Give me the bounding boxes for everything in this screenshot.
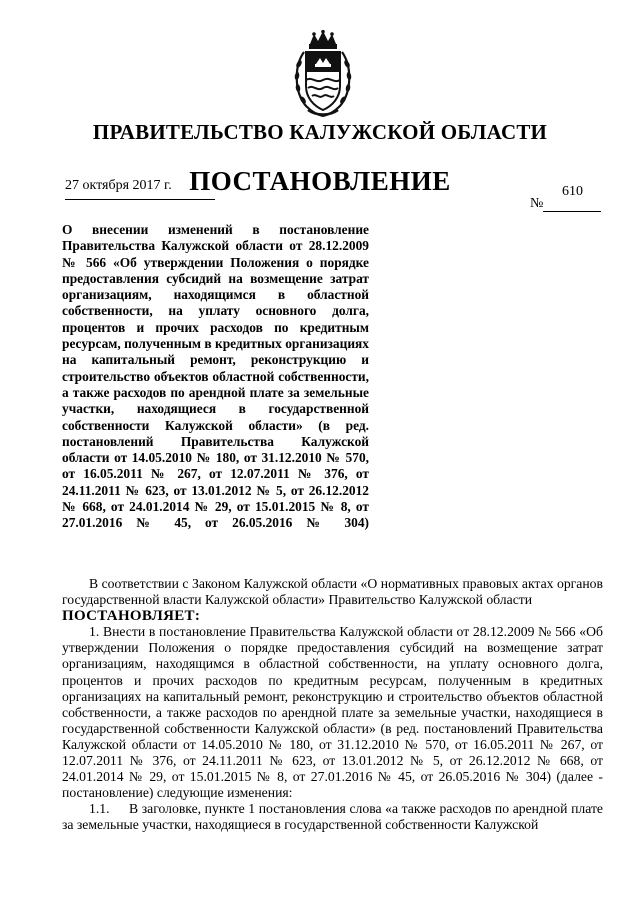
item-1-1-text: В заголовке, пункте 1 постановления слова «а также расходов по арендной плате за земельные участки, находящиеся в государственной собственности Калужской bbox=[62, 801, 603, 833]
item-1-1-paragraph bbox=[62, 801, 603, 833]
subject-text: О внесении изменений в постановление Правительства Калужской области от 28.12.2009 № 566 «Об утверждении Положения о порядке предоставления субсидий на возмещение затрат организациям, находящимся в областной собственности, на уплату основного долга, процентов и прочих расходов по кредитным ресурсам, полученным в кредитных организациях на капитальный ремонт, реконструкцию и строительство объектов областной собственности, а также расходов по арендной плате за земельные участки, находящиеся в государственной собственности Калужской области» (в ред. постановлений Правительства Калужской области от 14.05.2010 № 180, от 31.12.2010 № 570, от 16.05.2011 № 267, от 12.07.2011 № 376, от 24.11.2011 № 623, от 13.01.2012 № 5, от 26.12.2012 № 668, от 24.01.2014 № 29, от 15.01.2015 № 8, от 27.01.2016 № 45, от 26.05.2016 № 304) bbox=[62, 222, 369, 531]
document-date: 27 октября 2017 г. bbox=[65, 178, 215, 200]
preamble-paragraph: В соответствии с Законом Калужской области «О нормативных правовых актах органов государственной власти Калужской области» Правительство Калужской области bbox=[62, 576, 603, 608]
document-body bbox=[62, 576, 603, 834]
number-label: № bbox=[530, 196, 544, 211]
document-subject bbox=[62, 222, 369, 532]
document-number-field bbox=[530, 196, 620, 212]
decree-word: ПОСТАНОВЛЯЕТ: bbox=[62, 608, 201, 625]
kaluga-coat-of-arms-icon bbox=[292, 30, 354, 120]
document-number: 610 bbox=[562, 184, 583, 199]
number-underline bbox=[543, 197, 601, 212]
item-1-1-number: 1.1. bbox=[89, 801, 110, 817]
government-title: ПРАВИТЕЛЬСТВО КАЛУЖСКОЙ ОБЛАСТИ bbox=[92, 120, 548, 144]
document-type: ПОСТАНОВЛЕНИЕ bbox=[189, 166, 451, 196]
item-1-paragraph: 1. Внести в постановление Правительства Калужской области от 28.12.2009 № 566 «Об утверждении Положения о порядке предоставления субсидий на возмещение затрат организациям, находящимся в областной собственности, на уплату основного долга, процентов и прочих расходов по кредитным ресурсам, полученным в кредитных организациях на капитальный ремонт, реконструкцию и строительство объектов областной собственности, а также расходов по арендной плате за земельные участки, находящиеся в государственной собственности Калужской области» (в ред. постановлений Правительства Калужской области от 14.05.2010 № 180, от 31.12.2010 № 570, от 16.05.2011 № 267, от 12.07.2011 № 376, от 24.11.2011 № 623, от 13.01.2012 № 5, от 26.12.2012 № 668, от 24.01.2014 № 29, от 15.01.2015 № 8, от 27.01.2016 № 45, от 26.05.2016 № 304) (далее - постановление) следующие изменения: bbox=[62, 624, 603, 801]
